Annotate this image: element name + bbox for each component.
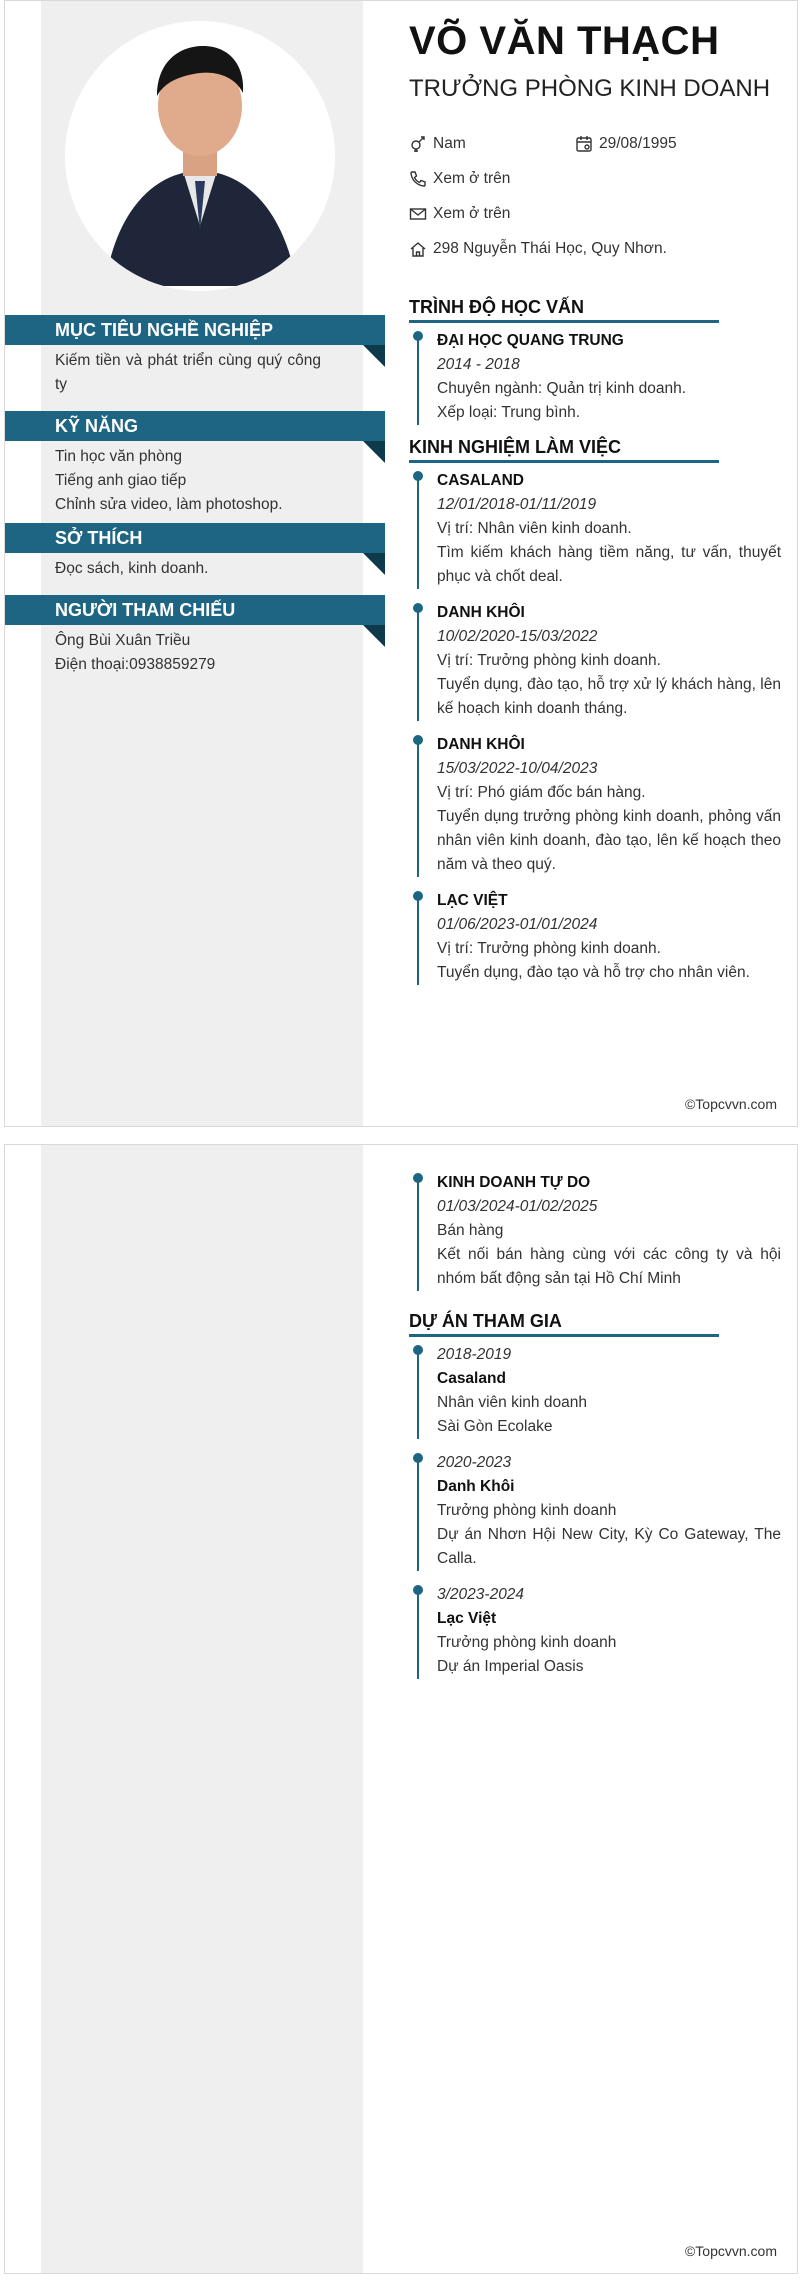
experience-entry [437,601,781,721]
band-fold [363,625,385,647]
band-fold [363,441,385,463]
project-desc: Dự án Nhơn Hội New City, Kỳ Co Gateway, The Calla. [437,1526,781,1567]
reference-item: Điện thoại:0938859279 [55,656,216,673]
objective-text: Kiếm tiền và phát triển cùng quý công ty [55,352,321,393]
education-date: 2014 - 2018 [437,356,520,373]
experience-entry [437,889,781,985]
timeline-dot [413,603,423,613]
experience-entry [437,469,781,589]
company-name: DANH KHÔI [437,736,525,753]
experience-date: 15/03/2022-10/04/2023 [437,760,598,777]
project-date: 2018-2019 [437,1346,512,1363]
gender-value: Nam [433,135,466,152]
experience-desc: Tuyển dụng, đào tạo và hỗ trợ cho nhân viên. [437,964,750,981]
footer-brand: ©Topcvvn.com [684,1096,777,1112]
cv-page-2 [4,1144,798,2274]
experience-desc: Kết nối bán hàng cùng với các công ty và hội nhóm bất động sản tại Hồ Chí Minh [437,1246,781,1287]
project-name: Danh Khôi [437,1478,515,1495]
project-entry [437,1583,781,1679]
experience-entry [437,1171,781,1291]
email-info [409,205,510,223]
experience-continued [409,1171,781,1291]
phone-icon [409,170,427,188]
education-section [409,297,781,425]
timeline-dot [413,471,423,481]
skills-heading [5,411,385,441]
candidate-name: VÕ VĂN THẠCH [409,19,720,63]
band-fold [363,553,385,575]
project-entry [437,1343,781,1439]
skills-heading-text: KỸ NĂNG [55,416,139,436]
projects-heading: DỰ ÁN THAM GIA [409,1311,719,1337]
references-heading-text: NGƯỜI THAM CHIẾU [55,600,236,620]
hobbies-heading [5,523,385,553]
experience-position: Bán hàng [437,1222,504,1239]
experience-desc: Tìm kiếm khách hàng tiềm năng, tư vấn, thuyết phục và chốt deal. [437,544,781,585]
project-date: 2020-2023 [437,1454,512,1471]
timeline-dot [413,891,423,901]
skill-item: Tiếng anh giao tiếp [55,472,187,489]
objective-heading-text: MỤC TIÊU NGHỀ NGHIỆP [55,320,274,340]
email-icon [409,205,427,223]
calendar-icon [575,135,593,153]
objective-section [5,315,385,397]
timeline-dot [413,331,423,341]
experience-date: 01/03/2024-01/02/2025 [437,1198,598,1215]
experience-position: Vị trí: Nhân viên kinh doanh. [437,520,632,537]
gender-icon [409,135,427,153]
timeline-dot [413,1453,423,1463]
experience-date: 01/06/2023-01/01/2024 [437,916,598,933]
experience-desc: Tuyển dụng, đào tạo, hỗ trợ xử lý khách hàng, lên kế hoạch kinh doanh tháng. [437,676,781,717]
experience-entry [437,733,781,877]
hobbies-section [5,523,385,581]
education-rank: Xếp loại: Trung bình. [437,404,581,421]
projects-section [409,1311,781,1679]
address-info [409,240,667,258]
timeline-dot [413,1173,423,1183]
project-name: Casaland [437,1370,506,1387]
education-heading: TRÌNH ĐỘ HỌC VẤN [409,297,719,323]
sidebar-background [41,1145,363,2273]
home-icon [409,240,427,258]
education-entry [437,329,781,425]
timeline-dot [413,735,423,745]
project-date: 3/2023-2024 [437,1586,525,1603]
experience-desc: Tuyển dụng trưởng phòng kinh doanh, phỏng vấn nhân viên kinh doanh, đào tạo, lên kế hoạch theo năm và theo quý. [437,808,781,873]
experience-position: Vị trí: Trưởng phòng kinh doanh. [437,652,661,669]
experience-position: Vị trí: Phó giám đốc bán hàng. [437,784,646,801]
birthday-info [575,135,677,153]
skill-item: Tin học văn phòng [55,448,182,465]
hobbies-text: Đọc sách, kinh doanh. [55,560,209,577]
references-section [5,595,385,677]
project-role: Trưởng phòng kinh doanh [437,1502,617,1519]
references-list [5,629,385,677]
education-major: Chuyên ngành: Quản trị kinh doanh. [437,380,687,397]
project-entry [437,1451,781,1571]
address-value: 298 Nguyễn Thái Học, Quy Nhơn. [433,240,667,257]
reference-item: Ông Bùi Xuân Triều [55,632,191,649]
phone-info [409,170,510,188]
avatar [65,21,335,291]
experience-date: 12/01/2018-01/11/2019 [437,496,597,513]
experience-date: 10/02/2020-15/03/2022 [437,628,598,645]
project-desc: Sài Gòn Ecolake [437,1418,553,1435]
candidate-title: TRƯỞNG PHÒNG KINH DOANH [409,75,771,102]
experience-heading: KINH NGHIỆM LÀM VIỆC [409,437,719,463]
cv-page-1 [4,0,798,1127]
skills-section [5,411,385,517]
experience-section [409,437,781,985]
experience-position: Vị trí: Trưởng phòng kinh doanh. [437,940,661,957]
gender-info [409,135,466,153]
company-name: DANH KHÔI [437,604,525,621]
skills-list [5,445,385,517]
company-name: CASALAND [437,472,524,489]
birthday-value: 29/08/1995 [599,135,677,152]
project-role: Trưởng phòng kinh doanh [437,1634,617,1651]
references-heading [5,595,385,625]
timeline-dot [413,1585,423,1595]
company-name: LẠC VIỆT [437,892,508,909]
objective-heading [5,315,385,345]
project-desc: Dự án Imperial Oasis [437,1658,584,1675]
band-fold [363,345,385,367]
timeline-dot [413,1345,423,1355]
footer-brand: ©Topcvvn.com [684,2243,777,2259]
skill-item: Chỉnh sửa video, làm photoshop. [55,496,283,513]
phone-value: Xem ở trên [433,170,511,187]
email-value: Xem ở trên [433,205,511,222]
company-name: KINH DOANH TỰ DO [437,1174,591,1191]
school-name: ĐẠI HỌC QUANG TRUNG [437,332,624,349]
project-role: Nhân viên kinh doanh [437,1394,587,1411]
hobbies-heading-text: SỞ THÍCH [55,528,143,548]
project-name: Lạc Việt [437,1610,497,1627]
